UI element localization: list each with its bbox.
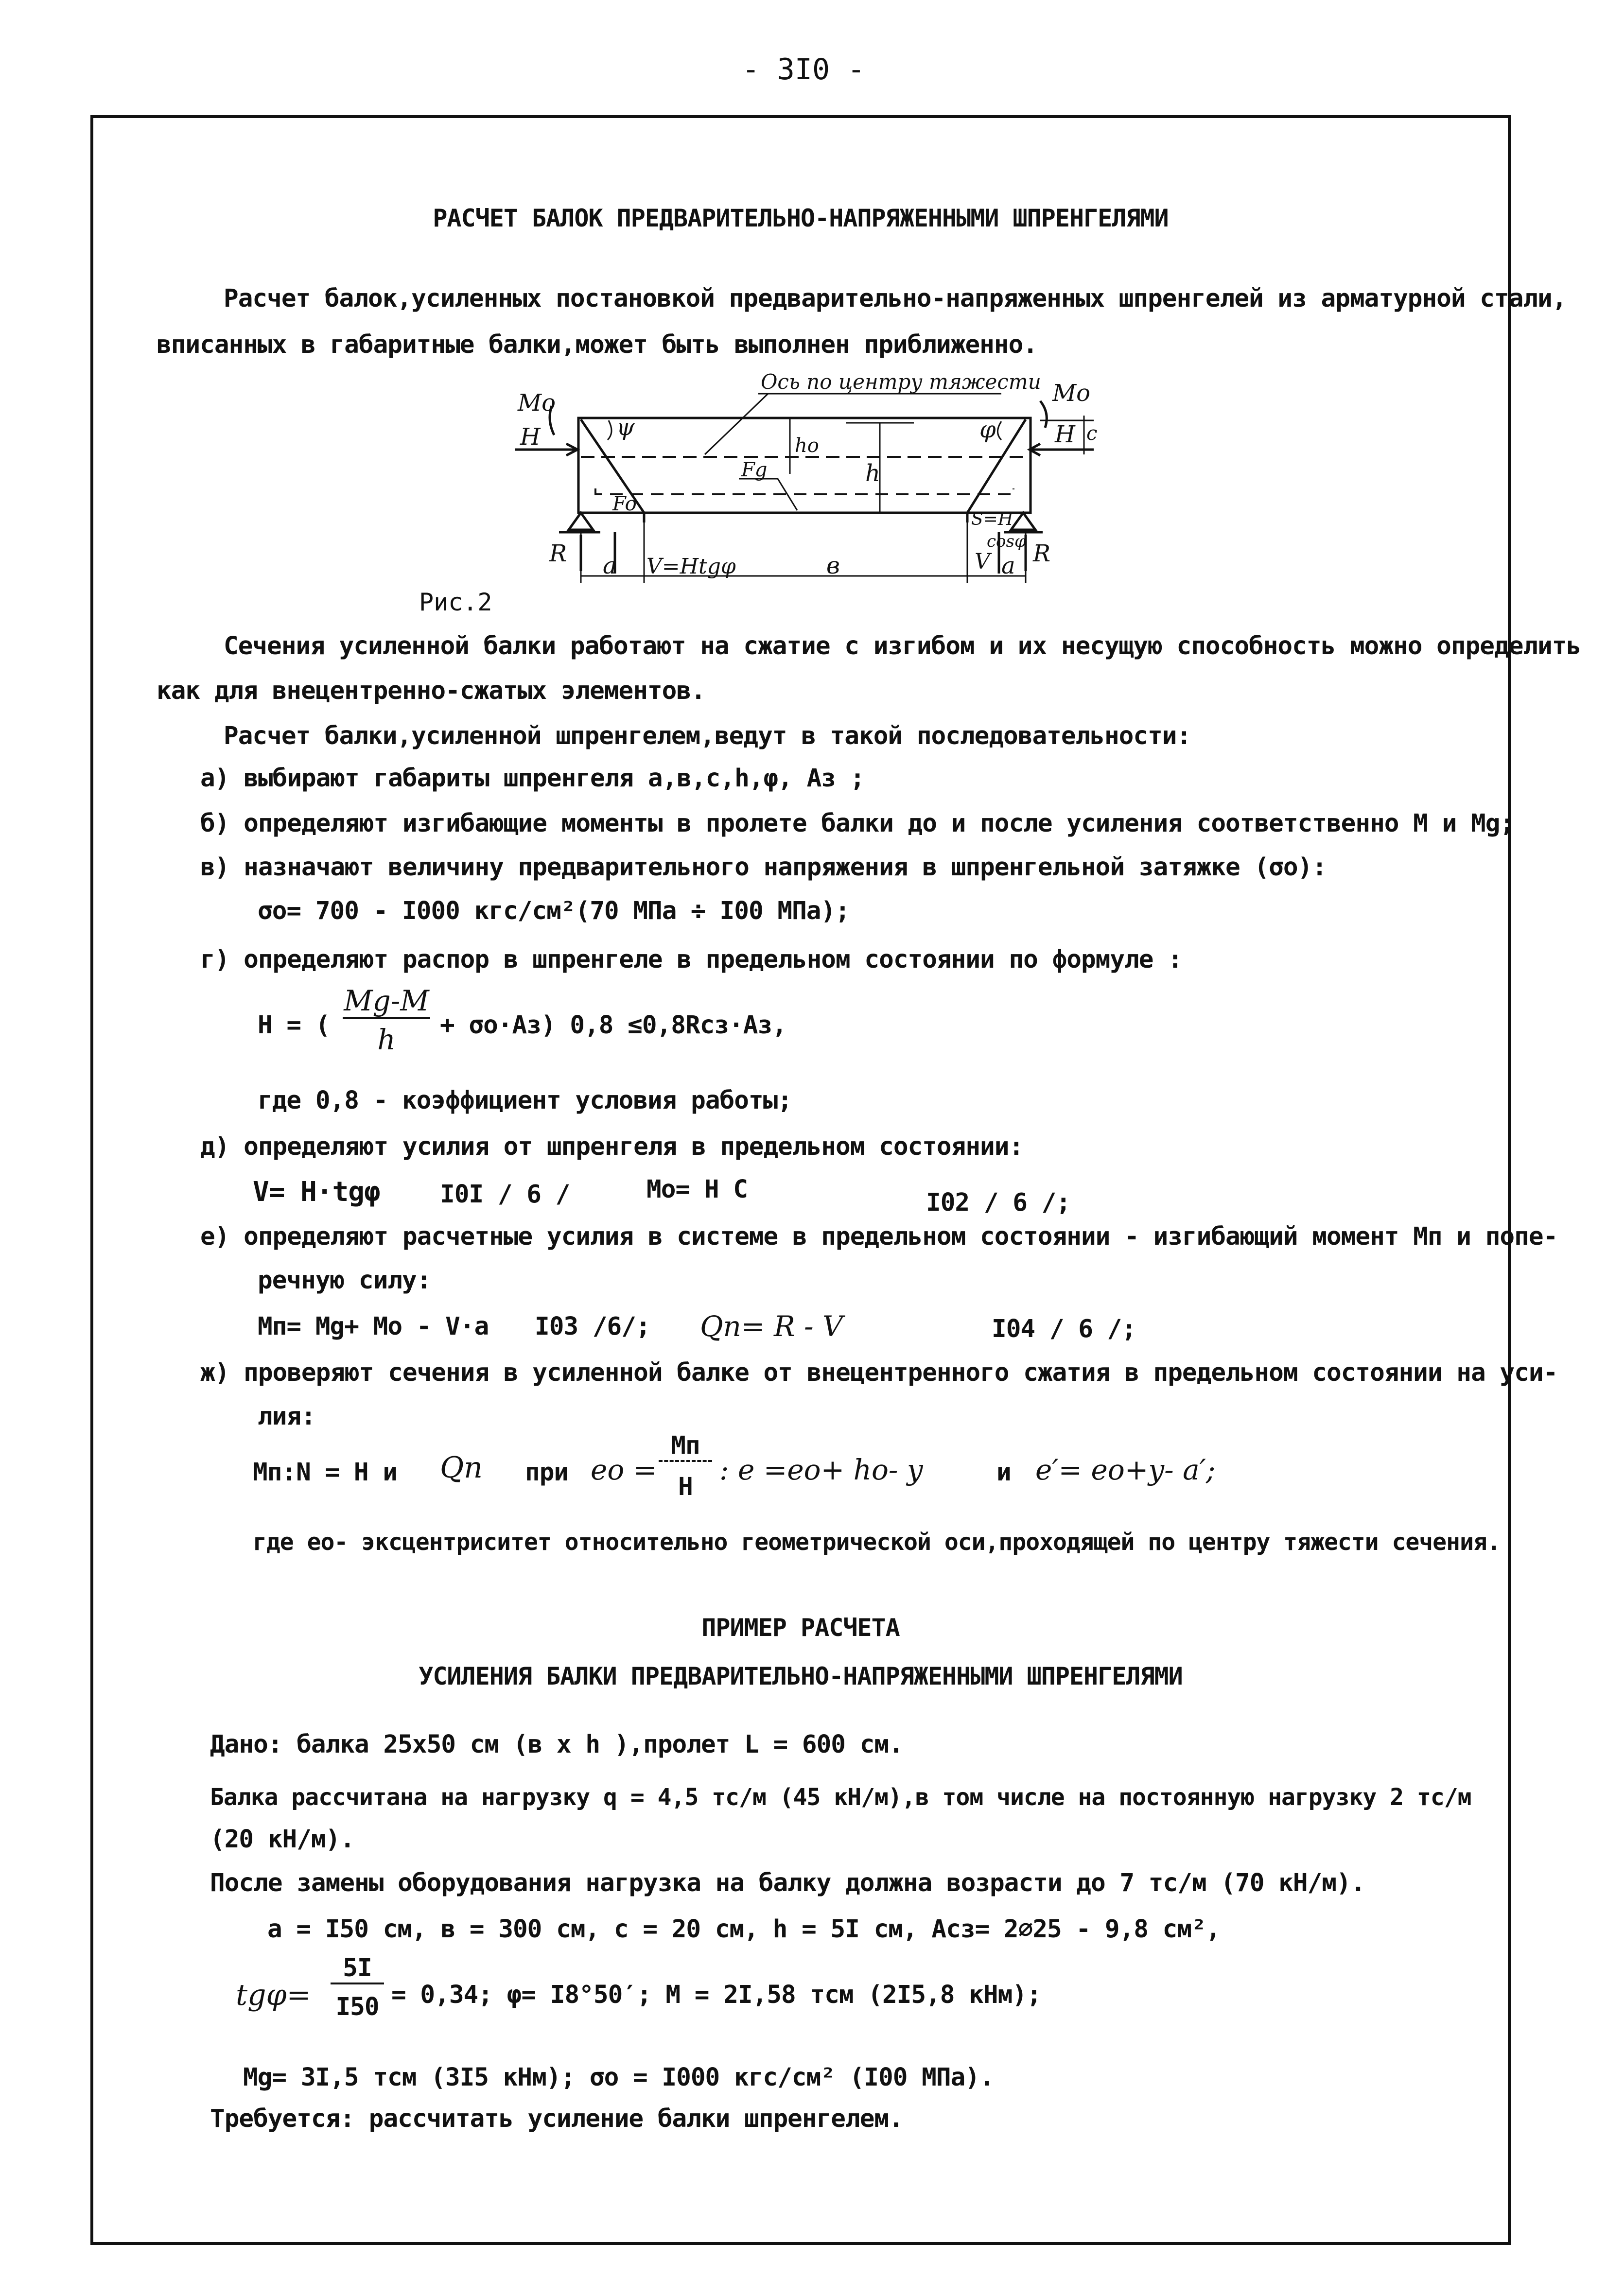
label-Fg: Fg xyxy=(741,459,768,481)
label-h: h xyxy=(865,460,880,487)
zh-eq-g: e′= eo+y- a′; xyxy=(1035,1453,1216,1486)
label-axis: Ось по центру тяжести xyxy=(761,370,1041,394)
item-d: д) определяют усилия от шпренгеля в предельном состоянии: xyxy=(200,1132,1024,1161)
example-load-1: Балка рассчитана на нагрузку q = 4,5 тс/м (45 кН/м),в том числе на постоянную нагрузку 2 тс/м xyxy=(210,1784,1471,1811)
label-V-right: V xyxy=(975,549,990,574)
label-S-num: S=H xyxy=(971,509,1013,529)
item-zh-line-1: ж) проверяют сечения в усиленной балке от внецентренного сжатия в предельном состоянии на уси- xyxy=(200,1358,1558,1387)
eq-H-left: H = ( xyxy=(258,1011,330,1040)
example-title-1: ПРИМЕР РАСЧЕТА xyxy=(701,1614,900,1642)
item-d-ref2: I02 / 6 /; xyxy=(926,1188,1071,1217)
example-tg-right: = 0,34; φ= I8°50′; M = 2I,58 тсм (2I5,8 кНм); xyxy=(391,1981,1041,2009)
label-psi-left: ψ xyxy=(616,414,635,441)
tendon-dashed xyxy=(595,488,1013,494)
label-H-left: H xyxy=(520,423,541,451)
example-params: а = I50 см, в = 300 см, с = 20 см, h = 5I см, Асз= 2∅25 - 9,8 см², xyxy=(267,1915,1221,1944)
label-b: в xyxy=(826,552,840,579)
example-required: Требуется: рассчитать усиление балки шпренгелем. xyxy=(210,2105,903,2133)
item-zh-line-2: лия: xyxy=(258,1402,315,1431)
example-title-2: УСИЛЕНИЯ БАЛКИ ПРЕДВАРИТЕЛЬНО-НАПРЯЖЕННЫМИ ШПРЕНГЕЛЯМИ xyxy=(419,1662,1183,1690)
example-given: Дано: балка 25х50 см (в х h ),пролет L = 600 см. xyxy=(210,1730,903,1759)
intro-line-1: Расчет балок,усиленных постановкой предварительно-напряженных шпренгелей из арматурной стали, xyxy=(224,284,1567,313)
item-e-line-1: е) определяют расчетные усилия в системе в предельном состоянии - изгибающий момент Мп и попе- xyxy=(200,1222,1558,1251)
beam-diagram xyxy=(496,367,1142,610)
intro-line-2: вписанных в габаритные балки,может быть выполнен приближенно. xyxy=(157,330,1037,359)
item-d-eq1: V= H·tgφ xyxy=(253,1176,380,1208)
label-R-right: R xyxy=(1033,540,1051,567)
label-psi-right: φ xyxy=(979,416,996,443)
example-tg-numerator: 5I xyxy=(331,1954,384,1984)
example-tg-denominator: I50 xyxy=(335,1993,379,2021)
example-mg: Мg= 3I,5 тсм (3I5 кНм); σo = I000 кгс/см² (I00 МПа). xyxy=(243,2063,994,2092)
zh-eq-f: и xyxy=(996,1458,1011,1487)
zh-eq-numerator: Мп xyxy=(659,1431,712,1462)
item-v-equation: σo= 700 - I000 кгс/см²(70 МПа ÷ I00 МПа); xyxy=(258,897,850,925)
figure-caption: Рис.2 xyxy=(419,588,492,616)
zh-eq-e: : e =eo+ ho- y xyxy=(719,1453,923,1486)
label-V-eq: V=Htgφ xyxy=(646,554,736,579)
item-d-eq2: Mo= H C xyxy=(646,1175,748,1204)
support-right xyxy=(1011,513,1035,530)
item-e-ref1: I03 /6/; xyxy=(535,1312,650,1341)
item-e-eq2: Qп= R - V xyxy=(700,1310,843,1343)
label-Mo-right: Mo xyxy=(1052,380,1091,407)
item-b: б) определяют изгибающие моменты в пролете балки до и после усиления соответственно М и Мg; xyxy=(200,809,1515,838)
example-tg-left: tgφ= xyxy=(236,1978,311,2012)
eq-H-right: + σo·Аз) 0,8 ≤0,8Rcз·Аз, xyxy=(440,1011,786,1040)
zh-eq-a: Мп:N = H и xyxy=(253,1458,398,1487)
example-load-2: (20 кН/м). xyxy=(210,1825,355,1854)
item-d-ref1: I0I / 6 / xyxy=(440,1180,570,1209)
eq-H-denominator: h xyxy=(377,1023,396,1056)
item-e-eq1: Мп= Мg+ Мo - V·a xyxy=(258,1312,489,1341)
item-e-ref2: I04 / 6 /; xyxy=(992,1315,1136,1343)
p1-line-2: как для внецентренно-сжатых элементов. xyxy=(157,677,705,705)
label-a-left: a xyxy=(603,552,617,579)
item-e-line-2: речную силу: xyxy=(258,1266,431,1295)
label-ho: ho xyxy=(795,435,819,457)
support-left xyxy=(569,513,593,530)
page-number: - 3I0 - xyxy=(742,52,865,87)
example-after: После замены оборудования нагрузка на балку должна возрасти до 7 тс/м (70 кН/м). xyxy=(210,1869,1365,1897)
item-v: в) назначают величину предварительного напряжения в шпренгельной затяжке (σo): xyxy=(200,853,1327,882)
zh-eq-b: Qп xyxy=(440,1451,483,1485)
strut-right xyxy=(967,419,1026,513)
item-g: г) определяют распор в шпренгеле в предельном состоянии по формуле : xyxy=(200,945,1182,974)
where-08: где 0,8 - коэффициент условия работы; xyxy=(258,1086,792,1115)
p2: Расчет балки,усиленной шпренгелем,ведут в такой последовательности: xyxy=(224,722,1191,750)
where-eo: где eo- эксцентриситет относительно геометрической оси,проходящей по центру тяжести сечения. xyxy=(253,1529,1501,1556)
label-H-right: H xyxy=(1055,421,1075,448)
label-S-den: cosφ xyxy=(987,532,1026,551)
label-Mo-left: Mo xyxy=(518,389,556,417)
p1-line-1: Сечения усиленной балки работают на сжатие с изгибом и их несущую способность можно определить xyxy=(224,632,1581,661)
zh-eq-denominator: H xyxy=(678,1473,693,1501)
zh-eq-c: при xyxy=(525,1458,569,1487)
label-c: c xyxy=(1086,422,1098,445)
item-a: а) выбирают габариты шпренгеля а,в,с,h,φ, Аз ; xyxy=(200,764,865,793)
label-a-right: a xyxy=(1001,552,1015,579)
label-R-left: R xyxy=(549,540,567,567)
label-Fo: Fo xyxy=(612,493,637,515)
section-title: РАСЧЕТ БАЛОК ПРЕДВАРИТЕЛЬНО-НАПРЯЖЕННЫМИ ШПРЕНГЕЛЯМИ xyxy=(433,204,1169,232)
eq-H-numerator: Mg-M xyxy=(343,984,430,1019)
beam-outline xyxy=(578,418,1031,513)
zh-eq-d: eo = xyxy=(591,1453,657,1486)
